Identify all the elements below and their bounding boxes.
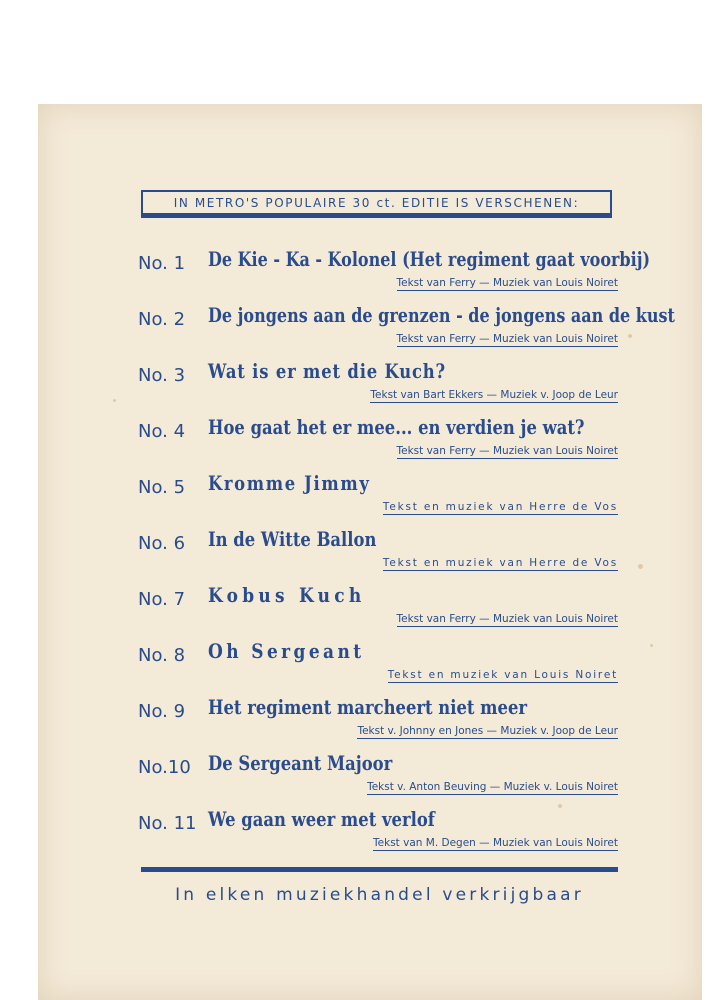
song-credit: Tekst van Ferry — Muziek van Louis Noiret (396, 333, 618, 345)
song-entry-7 (138, 583, 618, 639)
song-number: No. 4 (138, 421, 186, 442)
foxing-spot (113, 399, 116, 402)
song-credit: Tekst van M. Degen — Muziek van Louis Noiret (373, 837, 618, 849)
song-entry-1 (138, 247, 651, 303)
song-entry-2 (138, 303, 675, 359)
song-title: Kromme Jimmy (208, 471, 371, 495)
song-number: No. 8 (138, 645, 186, 666)
song-title: Kobus Kuch (208, 583, 366, 607)
song-title: Wat is er met die Kuch? (208, 359, 446, 383)
song-credit: Tekst en muziek van Louis Noiret (387, 669, 618, 681)
foxing-spot (638, 564, 643, 569)
song-number: No. 5 (138, 477, 186, 498)
song-number: No. 7 (138, 589, 186, 610)
song-number: No. 9 (138, 701, 186, 722)
song-credit: Tekst van Ferry — Muziek van Louis Noiret (396, 445, 618, 457)
song-entry-3 (138, 359, 618, 415)
song-credit: Tekst v. Johnny en Jones — Muziek v. Joop de Leur (357, 725, 618, 737)
song-credit: Tekst van Ferry — Muziek van Louis Noiret (396, 613, 618, 625)
song-number: No. 11 (138, 813, 197, 834)
song-number: No.10 (138, 757, 191, 778)
song-title: De jongens aan de grenzen - de jongens aan de kust (208, 303, 675, 327)
song-credit: Tekst van Ferry — Muziek van Louis Noiret (396, 277, 618, 289)
song-number: No. 1 (138, 253, 186, 274)
song-number: No. 2 (138, 309, 186, 330)
header-banner (141, 190, 612, 218)
song-entry-4 (138, 415, 618, 471)
song-title: Oh Sergeant (208, 639, 365, 663)
song-title: De Sergeant Majoor (208, 751, 393, 775)
song-entry-10 (138, 751, 618, 807)
song-entry-6 (138, 527, 618, 583)
song-title: In de Witte Ballon (208, 527, 377, 551)
song-number: No. 3 (138, 365, 186, 386)
footer-rule (141, 867, 618, 872)
song-title: De Kie - Ka - Kolonel (Het regiment gaat voorbij) (208, 247, 651, 271)
song-number: No. 6 (138, 533, 186, 554)
availability-note: In elken muziekhandel verkrijgbaar (175, 885, 584, 905)
song-credit: Tekst v. Anton Beuving — Muziek v. Louis Noiret (367, 781, 618, 793)
song-credit: Tekst en muziek van Herre de Vos (382, 501, 618, 513)
song-title: Het regiment marcheert niet meer (208, 695, 528, 719)
song-entry-8 (138, 639, 618, 695)
song-entry-11 (138, 807, 618, 863)
song-entry-9 (138, 695, 618, 751)
foxing-spot (628, 334, 632, 338)
song-credit: Tekst van Bart Ekkers — Muziek v. Joop de Leur (370, 389, 618, 401)
song-title: We gaan weer met verlof (208, 807, 435, 831)
song-entry-5 (138, 471, 618, 527)
foxing-spot (650, 644, 653, 647)
song-title: Hoe gaat het er mee... en verdien je wat? (208, 415, 585, 439)
song-credit: Tekst en muziek van Herre de Vos (382, 557, 618, 569)
header-text: IN METRO'S POPULAIRE 30 ct. EDITIE IS VERSCHENEN: (173, 195, 580, 210)
